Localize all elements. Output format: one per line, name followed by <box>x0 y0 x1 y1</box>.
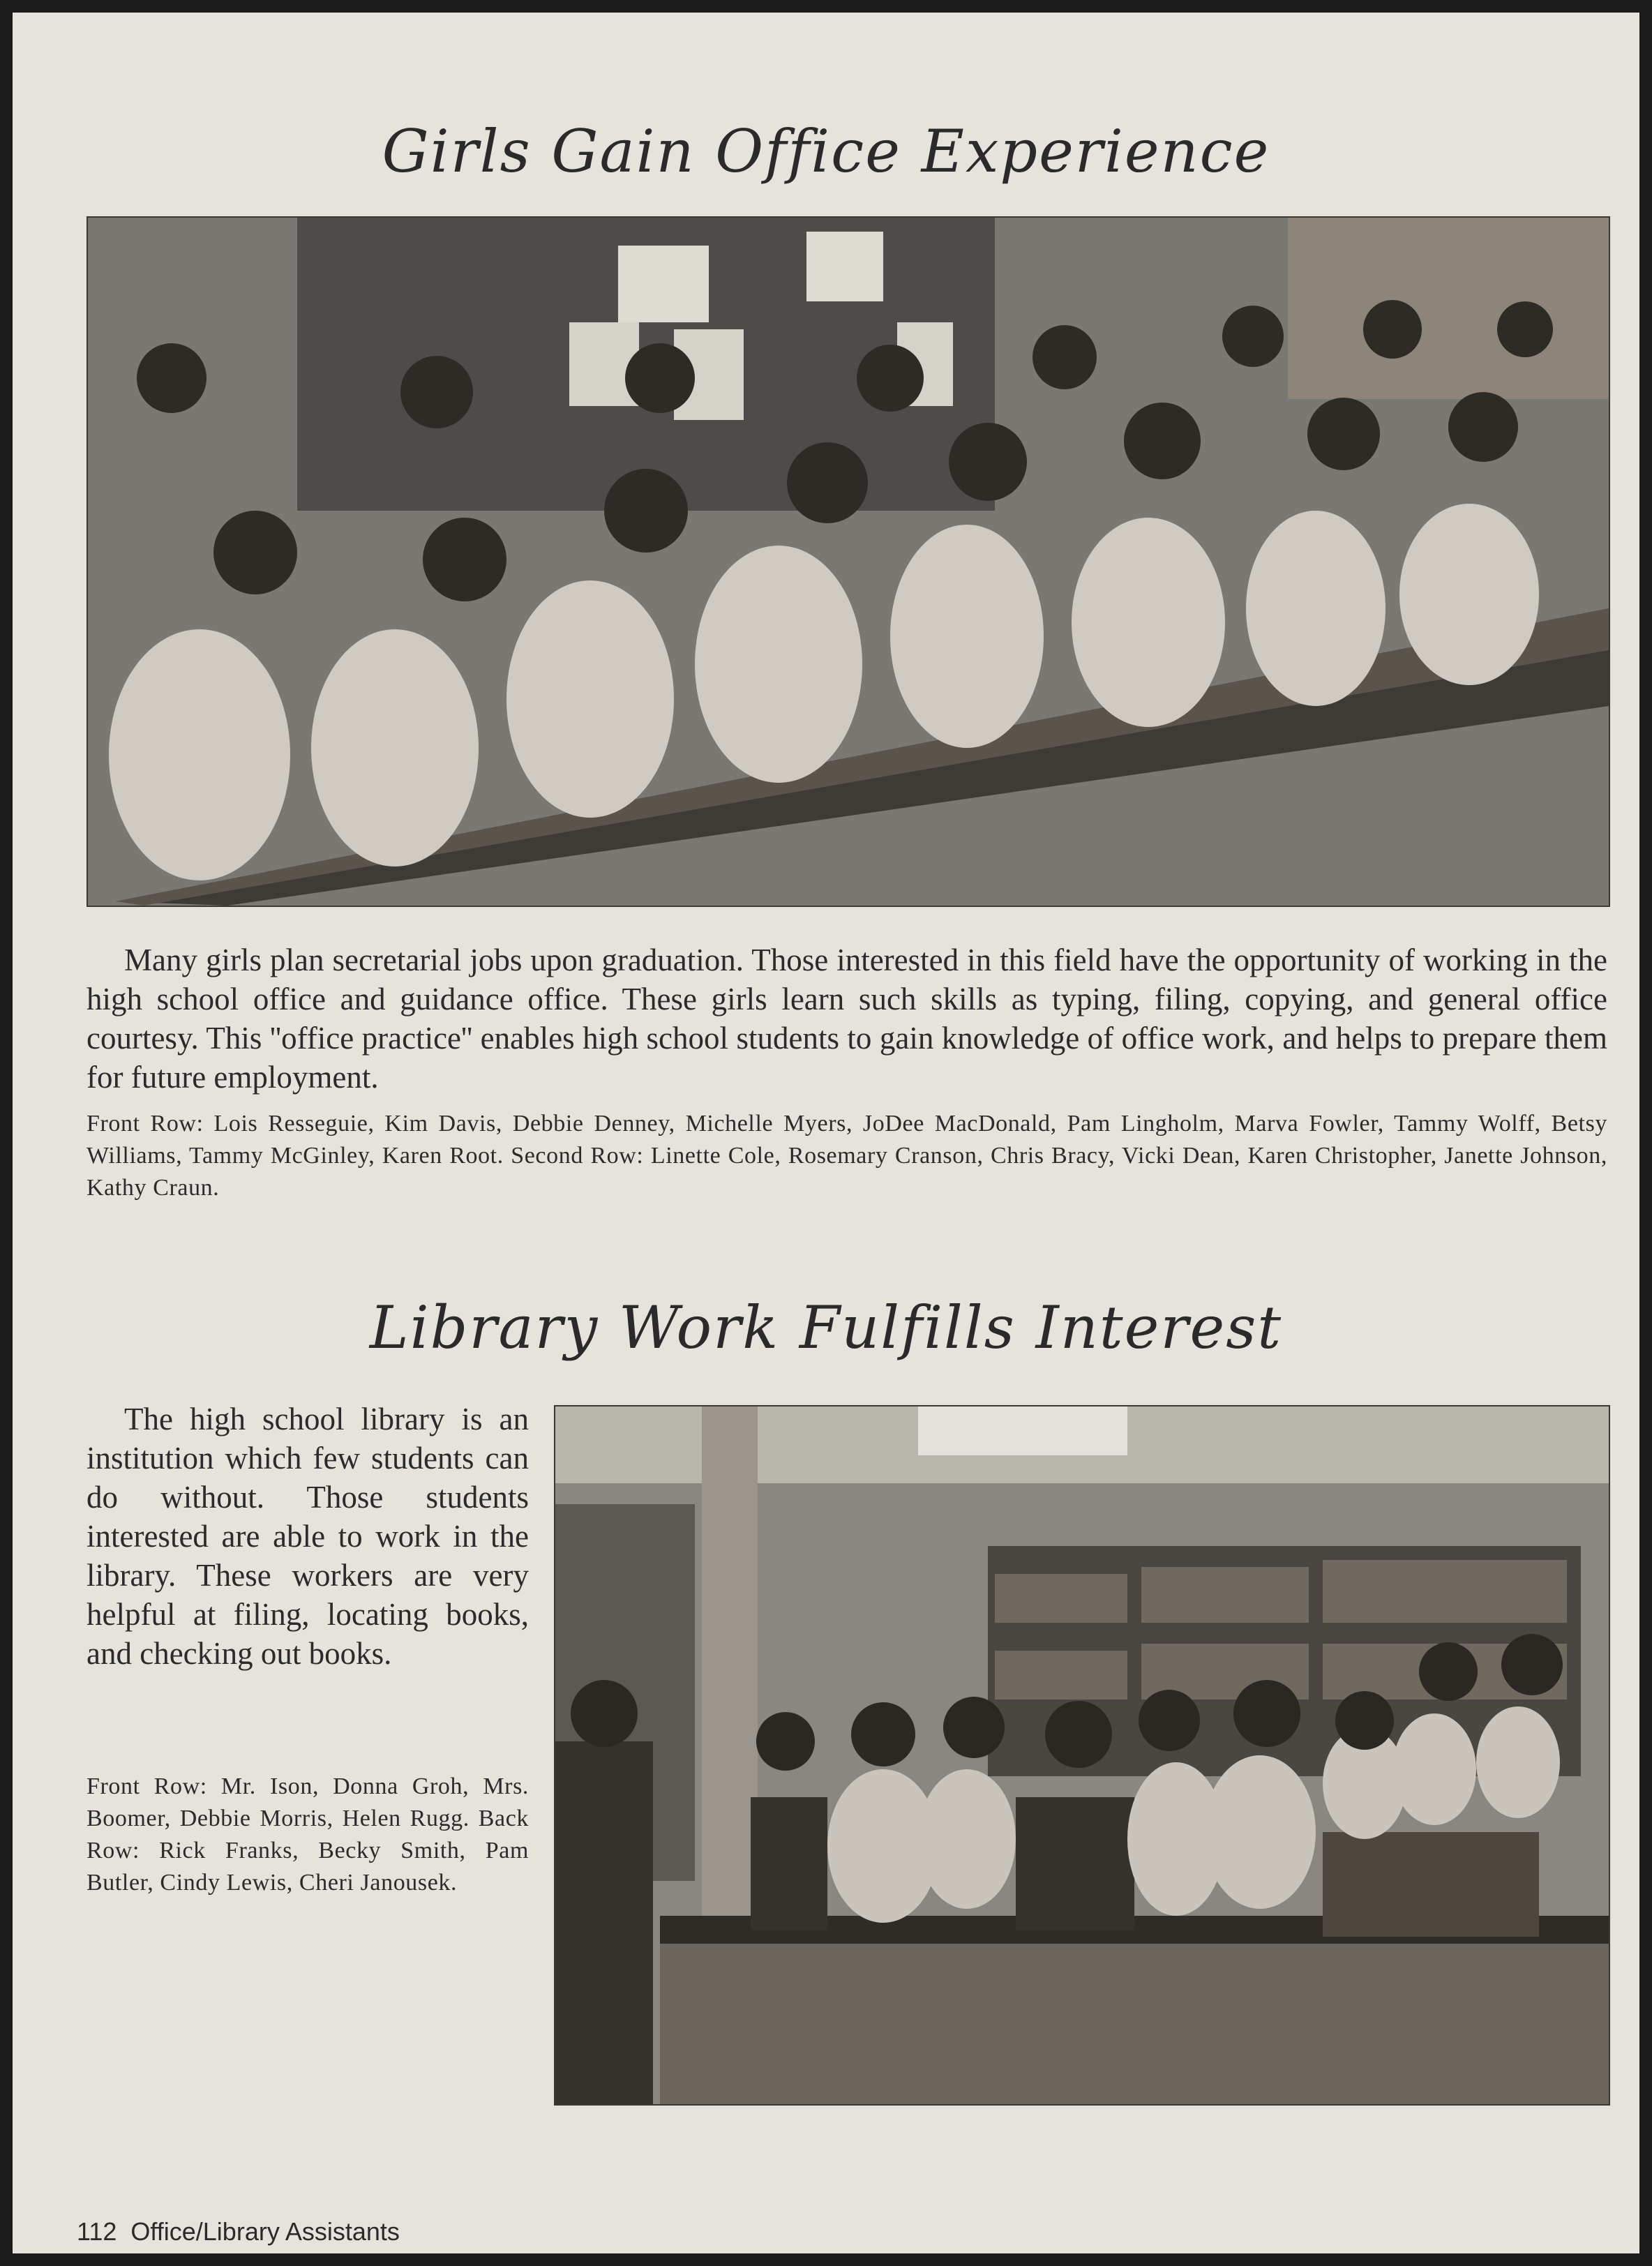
library-photo-graphic <box>555 1406 1609 2104</box>
page-number: 112 <box>77 2217 117 2246</box>
library-description: The high school library is an institution which few students can do without. Those students interested are able to work in the library. These workers are very helpful at filing, locating books, and checking out books. <box>87 1402 529 1671</box>
page-footer <box>77 2217 414 2246</box>
yearbook-page <box>13 13 1639 2253</box>
office-description: Many girls plan secretarial jobs upon graduation. Those interested in this field have the opportunity of working in the high school office and guidance office. These girls learn such skills as typing, filing, copying, and general office courtesy. This ''office practice'' enables high school students to gain knowledge of office work, and helps to prepare them for future employment. <box>87 943 1607 1095</box>
section-label: Office/Library Assistants <box>130 2217 400 2246</box>
library-section-title: Library Work Fulfills Interest <box>369 1293 1283 1362</box>
office-section-title: Girls Gain Office Experience <box>382 117 1270 186</box>
office-photo-caption: Front Row: Lois Resseguie, Kim Davis, Debbie Denney, Michelle Myers, JoDee MacDonald, Pam Lingholm, Marva Fowler, Tammy Wolff, Betsy Williams, Tammy McGinley, Karen Root. Second Row: Linette Cole, Rosemary Cranson, Chris Bracy, Vicki Dean, Karen Christopher, Janette Johnson, Kathy Craun. <box>87 1111 1607 1201</box>
office-photo-graphic <box>88 218 1609 906</box>
office-group-photo <box>87 216 1610 907</box>
library-group-photo <box>554 1405 1610 2106</box>
library-photo-caption: Front Row: Mr. Ison, Donna Groh, Mrs. Boomer, Debbie Morris, Helen Rugg. Back Row: Rick Franks, Becky Smith, Pam Butler, Cindy Lewis, Cheri Janousek. <box>87 1773 529 1896</box>
